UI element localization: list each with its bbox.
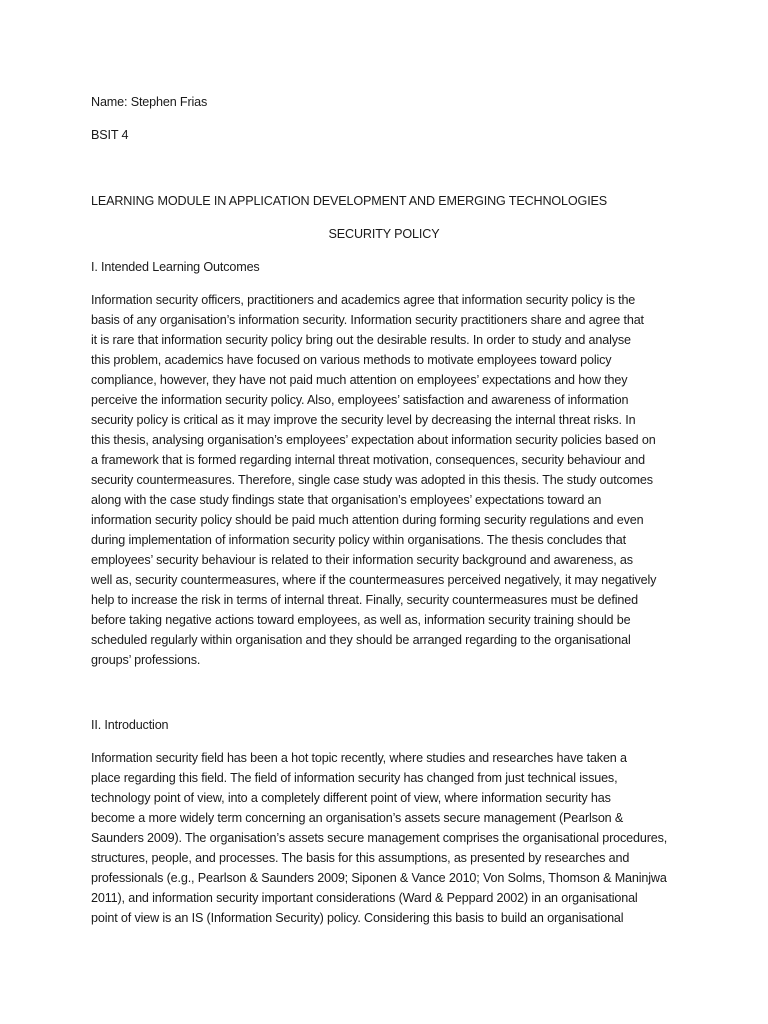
topic-title: SECURITY POLICY <box>328 227 440 241</box>
paragraph-line: point of view is an IS (Information Security) policy. Considering this basis to build an organisational <box>91 911 624 925</box>
paragraph-line: this thesis, analysing organisation’s employees’ expectation about information security policies based on <box>91 433 656 447</box>
paragraph-line: it is rare that information security policy bring out the desirable results. In order to study and analyse <box>91 333 631 347</box>
paragraph-line: security policy is critical as it may improve the security level by decreasing the internal threat risks. In <box>91 413 636 427</box>
paragraph-introduction <box>91 748 691 928</box>
paragraph-line: this problem, academics have focused on various methods to motivate employees toward policy <box>91 353 612 367</box>
paragraph-line: basis of any organisation’s information security. Information security practitioners share and agree that <box>91 313 644 327</box>
section-heading-introduction: II. Introduction <box>91 718 169 732</box>
paragraph-line: before taking negative actions toward employees, as well as, information security training should be <box>91 613 631 627</box>
paragraph-line: structures, people, and processes. The basis for this assumptions, as presented by researches and <box>91 851 630 865</box>
student-name: Name: Stephen Frias <box>91 95 208 109</box>
paragraph-line: security countermeasures. Therefore, single case study was adopted in this thesis. The study outcomes <box>91 473 653 487</box>
paragraph-line: technology point of view, into a completely different point of view, where information security has <box>91 791 611 805</box>
paragraph-line: perceive the information security policy. Also, employees’ satisfaction and awareness of information <box>91 393 629 407</box>
paragraph-line: a framework that is formed regarding internal threat motivation, consequences, security behaviour and <box>91 453 645 467</box>
paragraph-line: professionals (e.g., Pearlson & Saunders 2009; Siponen & Vance 2010; Von Solms, Thomson & Maninjwa <box>91 871 667 885</box>
paragraph-line: place regarding this field. The field of information security has changed from just technical issues, <box>91 771 618 785</box>
module-title: LEARNING MODULE IN APPLICATION DEVELOPMENT AND EMERGING TECHNOLOGIES <box>91 194 608 208</box>
paragraph-line: groups’ professions. <box>91 653 201 667</box>
paragraph-line: Saunders 2009). The organisation’s assets secure management comprises the organisational procedures, <box>91 831 668 845</box>
paragraph-line: information security policy should be paid much attention during forming security regulations and even <box>91 513 644 527</box>
section-heading-learning-outcomes: I. Intended Learning Outcomes <box>91 260 260 274</box>
paragraph-line: well as, security countermeasures, where if the countermeasures perceived negatively, it may negatively <box>91 573 657 587</box>
paragraph-line: help to increase the risk in terms of internal threat. Finally, security countermeasures must be defined <box>91 593 638 607</box>
paragraph-line: employees’ security behaviour is related to their information security background and awareness, as <box>91 553 633 567</box>
paragraph-line: along with the case study findings state that organisation’s employees’ expectations toward an <box>91 493 602 507</box>
paragraph-line: Information security officers, practitioners and academics agree that information security policy is the <box>91 293 636 307</box>
paragraph-learning-outcomes <box>91 290 691 670</box>
course-section: BSIT 4 <box>91 128 129 142</box>
paragraph-line: 2011), and information security important considerations (Ward & Peppard 2002) in an organisational <box>91 891 638 905</box>
paragraph-line: Information security field has been a hot topic recently, where studies and researches have taken a <box>91 751 627 765</box>
paragraph-line: compliance, however, they have not paid much attention on employees’ expectations and how they <box>91 373 628 387</box>
paragraph-line: during implementation of information security policy within organisations. The thesis concludes that <box>91 533 626 547</box>
paragraph-line: scheduled regularly within organisation and they should be arranged regarding to the organisational <box>91 633 631 647</box>
paragraph-line: become a more widely term concerning an organisation’s assets secure management (Pearlson & <box>91 811 624 825</box>
